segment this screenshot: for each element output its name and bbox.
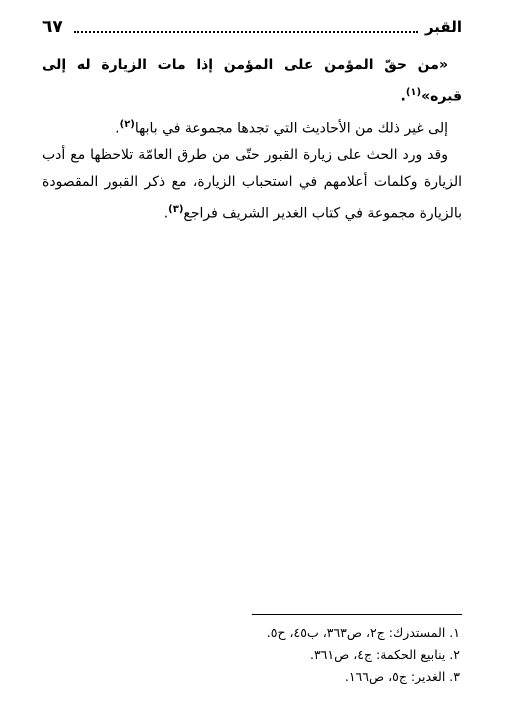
footnote-ref-2: (٢) — [119, 118, 135, 130]
footnote-ref-1: (١) — [405, 87, 422, 98]
paragraph-1-text: إلى غير ذلك من الأحاديث التي تجدها مجموعة في بابها — [134, 120, 448, 137]
hadith-quote-text: «من حقّ المؤمن على المؤمن إذا مات الزيارة له إلى قبره» — [42, 57, 462, 105]
paragraph-2: وقد ورد الحث على زيارة القبور حتّى من طرق العامّة تلاحظها مع أدب الزيارة وكلمات أعلامهم في استحباب الزيارة، مع ذكر القبور المقصودة بالزيارة مجموعة في كتاب الغدير الشريف فراجع$^{(٣)}$. — [42, 147, 462, 222]
footnote-2: ٢. ينابيع الحكمة: ج٤، ص٣٦١. — [309, 647, 460, 662]
footnote-3: ٣. الغدير: ج٥، ص١٦٦. — [344, 669, 460, 684]
footnote-1: ١. المستدرك: ج٢، ص٣٦٣، ب٤٥، ح٥. — [266, 625, 460, 640]
paragraph-2-text: وقد ورد الحث على زيارة القبور حتّى من طرق العامّة تلاحظها مع أدب الزيارة وكلمات أعلامهم في استحباب الزيارة، مع ذكر القبور المقصودة بالزيارة مجموعة في كتاب الغدير الشريف فراجع — [42, 147, 462, 222]
main-text — [42, 52, 462, 228]
footnotes — [42, 622, 462, 688]
hadith-quote: «من حقّ المؤمن على المؤمن إذا مات الزيارة له إلى قبره»$^{(١)}$. — [42, 57, 462, 105]
dotted-leader — [74, 31, 418, 33]
running-title: القبر — [424, 18, 462, 36]
page-header — [42, 16, 462, 40]
footnote-ref-3: (٣) — [168, 204, 184, 216]
footnote-separator — [252, 614, 462, 615]
paragraph-1: إلى غير ذلك من الأحاديث التي تجدها مجموعة في بابها$^{(٢)}$. — [115, 118, 448, 137]
page-number: ٦٧ — [42, 17, 63, 37]
